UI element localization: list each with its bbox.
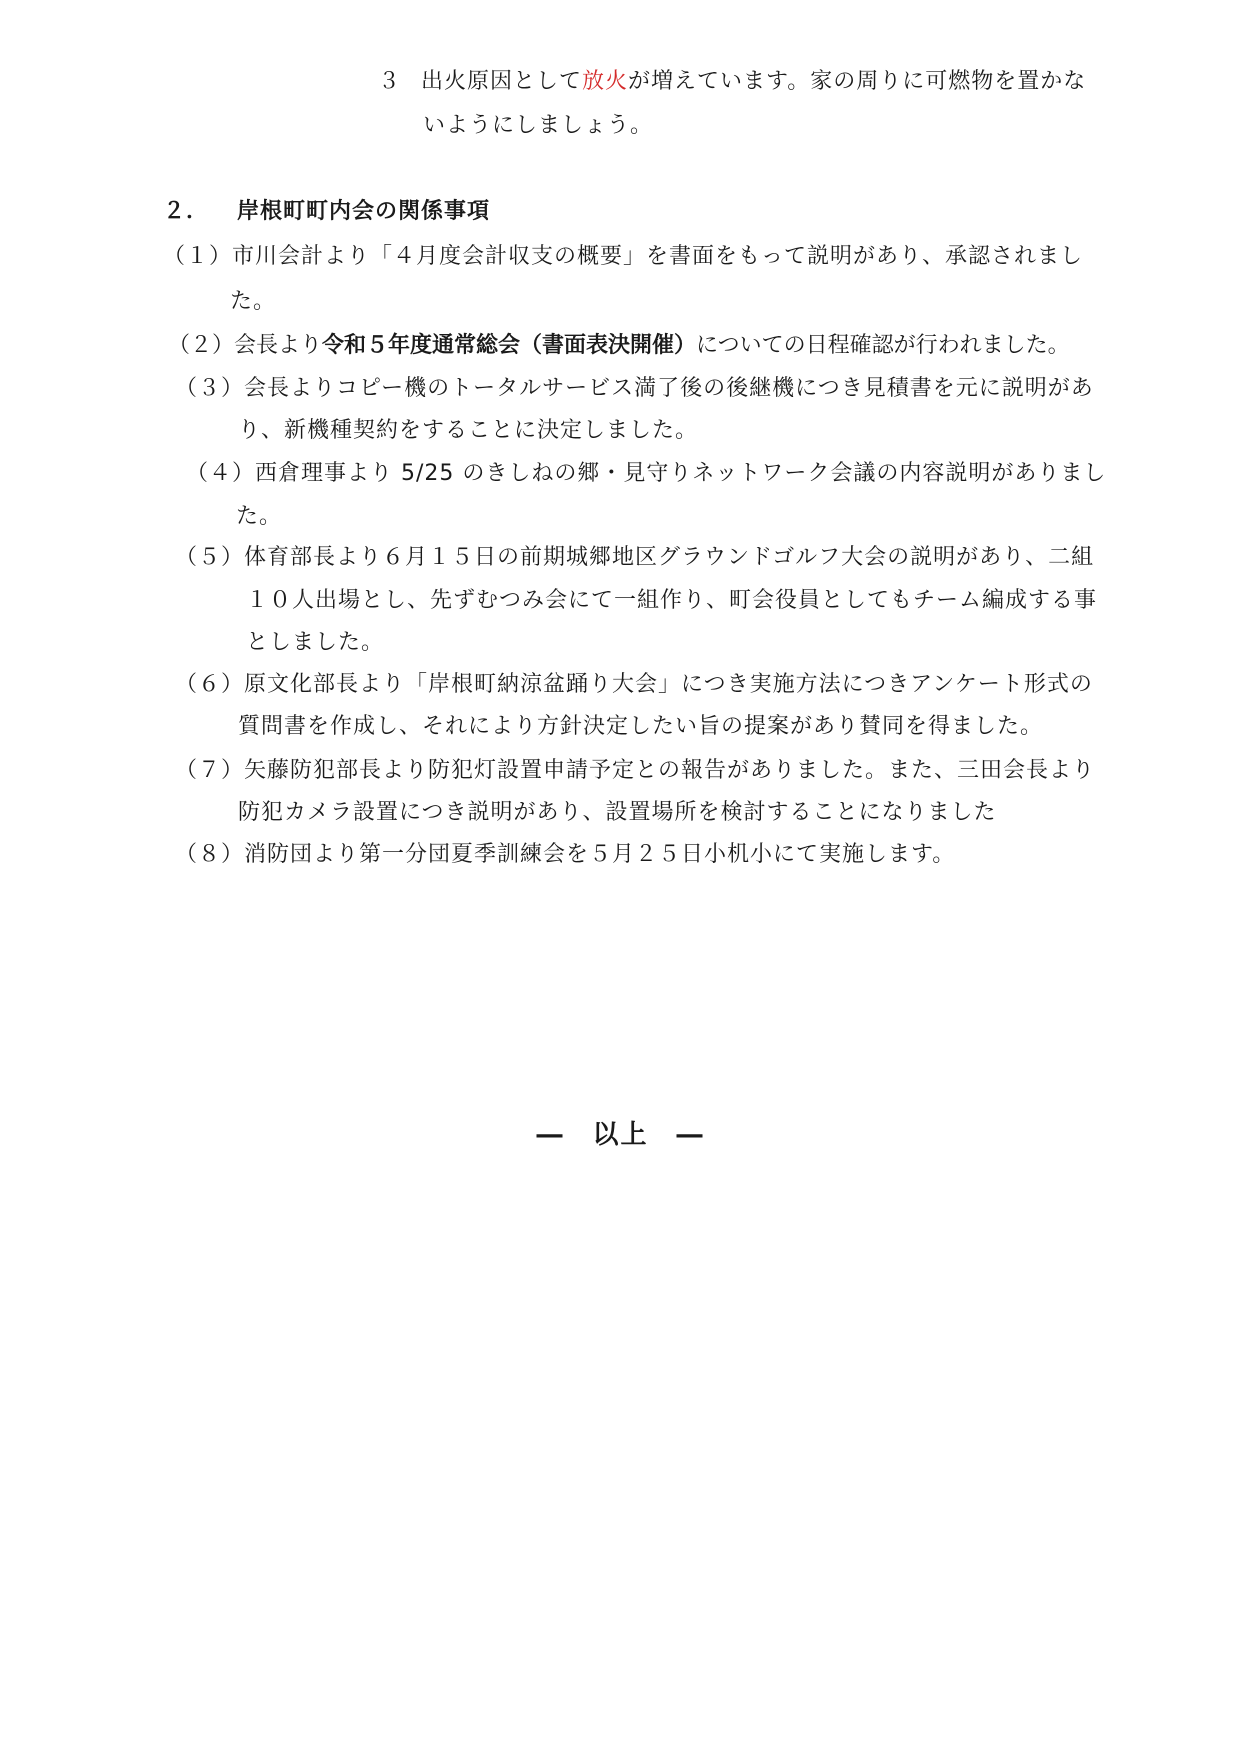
item-6-label: （６） bbox=[175, 672, 245, 697]
section-2-heading bbox=[163, 197, 490, 227]
item-5-line-3: としました。 bbox=[246, 630, 385, 655]
item-6-text: 原文化部長より「岸根町納涼盆踊り大会」につき実施方法につきアンケート形式の bbox=[244, 672, 1093, 697]
section-2-number: ２． bbox=[163, 199, 210, 224]
item-2-bold: 令和５年度通常総会（書面表決開催） bbox=[322, 333, 697, 358]
item-2-label: （２） bbox=[168, 333, 235, 358]
item-4-line-1 bbox=[186, 459, 1106, 489]
item-2-text-post: についての日程確認が行われました。 bbox=[696, 333, 1070, 358]
item-1-label: （１） bbox=[163, 244, 233, 269]
item-4-label: （４） bbox=[186, 461, 256, 486]
item-1-text: 市川会計より「４月度会計収支の概要」を書面をもって説明があり、承認されまし bbox=[232, 244, 1084, 269]
item-3b-line-1 bbox=[175, 374, 1094, 404]
item-5-line-2: １０人出場とし、先ずむつみ会にて一組作り、町会役員としてもチーム編成する事 bbox=[246, 588, 1098, 613]
item-1-line-2: た。 bbox=[230, 289, 277, 314]
closing-mark: ― 以上 ― bbox=[536, 1120, 705, 1150]
item-3-line-2: いようにしましょう。 bbox=[423, 113, 654, 138]
item-6-line-2: 質問書を作成し、それにより方針決定したい旨の提案があり賛同を得ました。 bbox=[238, 714, 1044, 739]
item-3-text-post: が増えています。家の周りに可燃物を置かな bbox=[628, 69, 1087, 94]
item-5-line-1 bbox=[175, 543, 1094, 573]
item-3b-line-2: り、新機種契約をすることに決定しました。 bbox=[238, 418, 699, 443]
item-8-label: （８） bbox=[175, 842, 245, 867]
item-5-text: 体育部長より６月１５日の前期城郷地区グラウンドゴルフ大会の説明があり、二組 bbox=[244, 545, 1095, 570]
item-3-highlight: 放火 bbox=[582, 69, 629, 94]
item-3b-label: （３） bbox=[175, 376, 245, 401]
item-1-line-1 bbox=[163, 242, 1083, 272]
item-7-label: （７） bbox=[175, 758, 245, 783]
item-7-line-1 bbox=[175, 756, 1095, 786]
item-3b-text: 会長よりコピー機のトータルサービス満了後の後継機につき見積書を元に説明があ bbox=[244, 376, 1094, 401]
item-2-text-pre: 会長より bbox=[234, 333, 323, 358]
item-8-text: 消防団より第一分団夏季訓練会を５月２５日小机小にて実施します。 bbox=[244, 842, 956, 867]
item-2-line-1 bbox=[168, 331, 1070, 361]
item-5-label: （５） bbox=[175, 545, 245, 570]
item-3-line-1 bbox=[378, 67, 1086, 97]
section-2-title: 岸根町町内会の関係事項 bbox=[237, 199, 491, 224]
item-3-number: ３ bbox=[378, 69, 402, 94]
item-8-line-1 bbox=[175, 840, 955, 870]
item-4-text: 西倉理事より 5/25 のきしねの郷・見守りネットワーク会議の内容説明がありまし bbox=[255, 461, 1107, 486]
item-6-line-1 bbox=[175, 670, 1093, 700]
item-7-text: 矢藤防犯部長より防犯灯設置申請予定との報告がありました。また、三田会長より bbox=[244, 758, 1096, 783]
item-4-line-2: た。 bbox=[236, 504, 283, 529]
item-7-line-2: 防犯カメラ設置につき説明があり、設置場所を検討することになりました bbox=[238, 800, 997, 825]
item-3-text-pre: 出火原因として bbox=[421, 69, 583, 94]
